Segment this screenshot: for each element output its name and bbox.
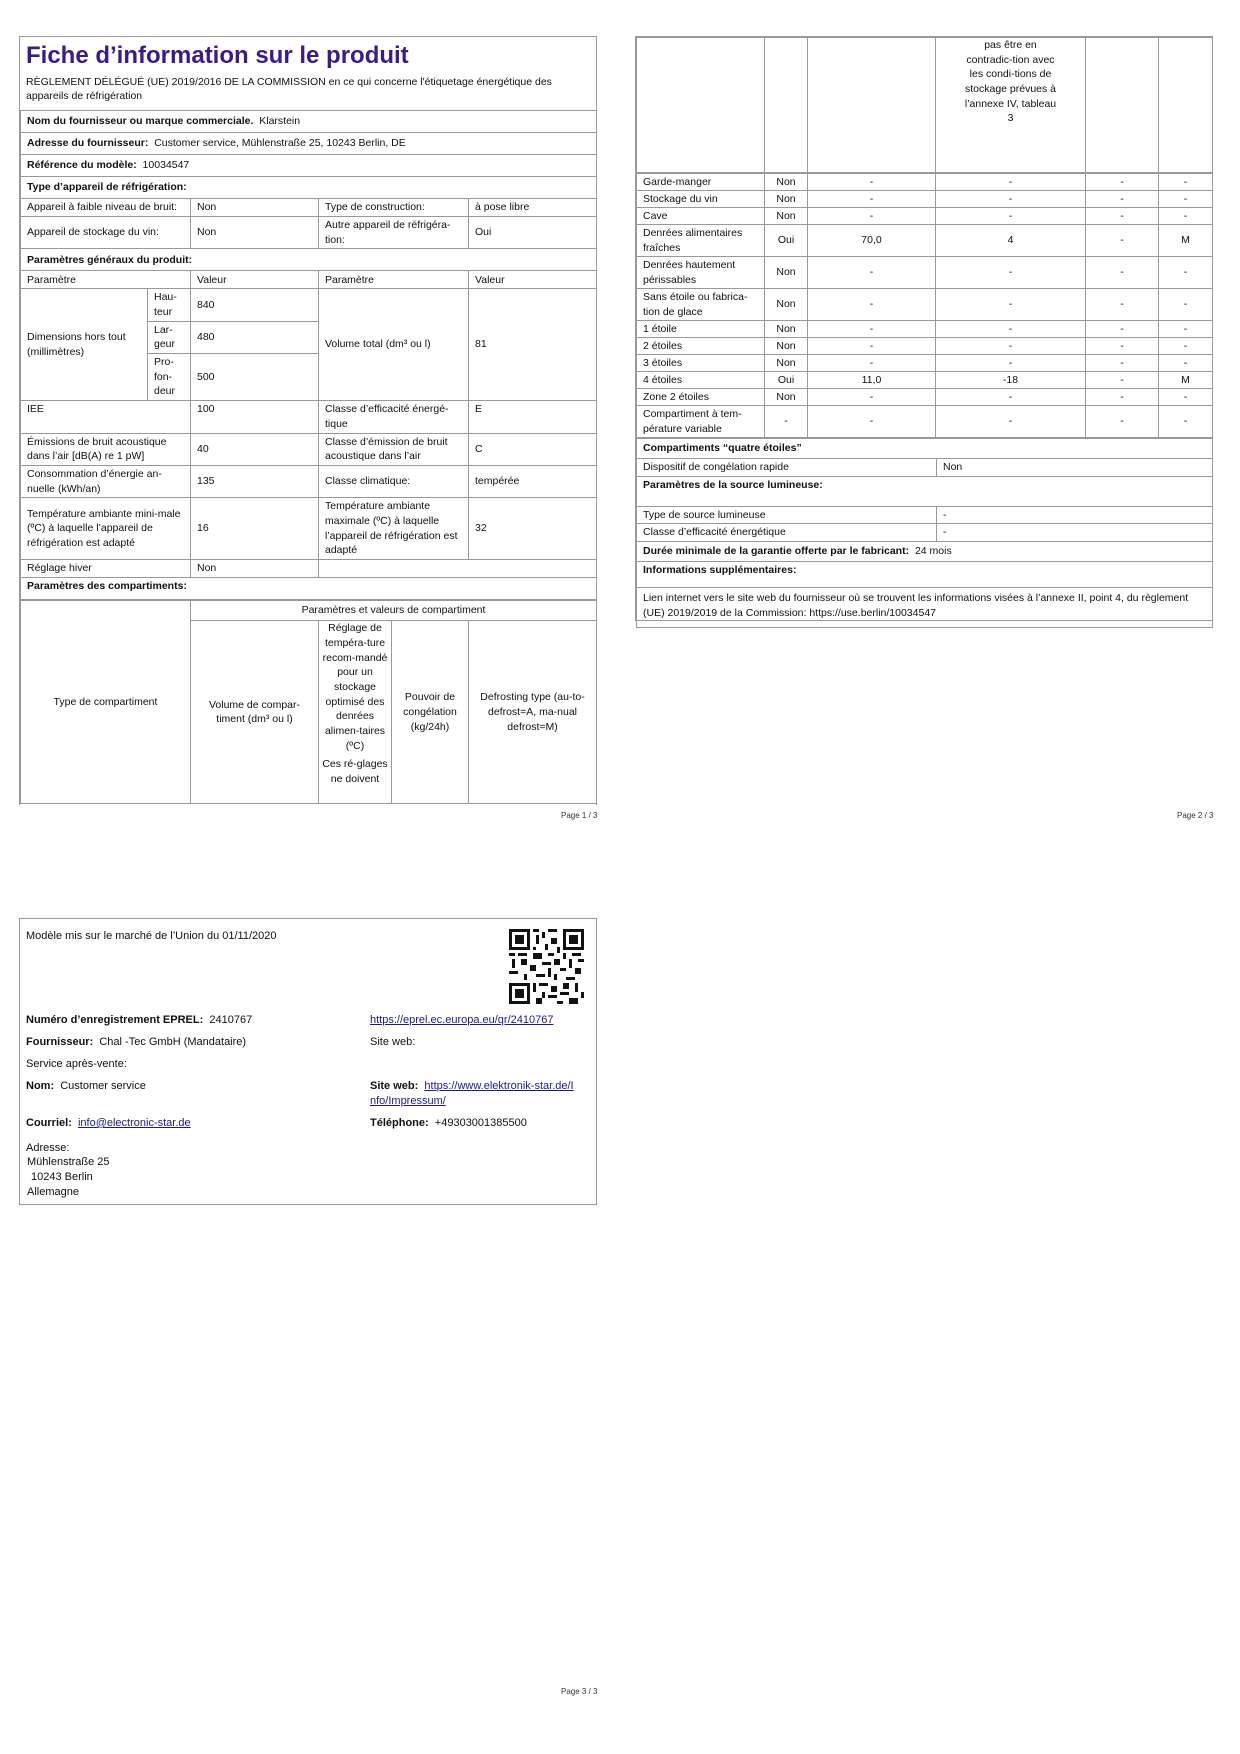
compartment-freeze: - <box>1086 191 1159 208</box>
light-type-label: Type de source lumineuse <box>637 506 937 524</box>
page-number-1: Page 1 / 3 <box>561 811 598 820</box>
compartment-temp: - <box>936 321 1086 338</box>
consumption-label: Consommation d’énergie an-nuelle (kWh/an) <box>21 465 191 497</box>
eprel-link[interactable]: https://eprel.ec.europa.eu/qr/2410767 <box>370 1014 554 1026</box>
website-label: Site web: <box>370 1036 416 1048</box>
compartment-freeze: - <box>1086 355 1159 372</box>
compartment-freeze: - <box>1086 174 1159 191</box>
compartment-row <box>637 355 1213 372</box>
compartment-freeze: - <box>1086 225 1159 257</box>
compartment-defrost: - <box>1159 191 1213 208</box>
regulation-text: RÈGLEMENT DÉLÉGUÉ (UE) 2019/2016 DE LA COMMISSION en ce qui concerne l'étiquetage énergétique des appareils de réfrigération <box>26 75 552 103</box>
compartment-volume: - <box>808 355 936 372</box>
noise-label: Émissions de bruit acoustique dans l’air [dB(A) re 1 pW] <box>21 433 191 465</box>
compartment-name: Denrées hautement périssables <box>637 257 765 289</box>
compartment-defrost: - <box>1159 174 1213 191</box>
compartment-defrost: M <box>1159 372 1213 389</box>
compartment-name: Zone 2 étoiles <box>637 389 765 406</box>
page-1-sheet <box>19 36 597 805</box>
compartment-name: Denrées alimentaires fraîches <box>637 225 765 257</box>
compartment-temp: - <box>936 208 1086 225</box>
comp-type-header: Type de compartiment <box>21 601 191 804</box>
compartment-volume: - <box>808 257 936 289</box>
energy-class-value: E <box>469 401 597 433</box>
compartment-freeze: - <box>1086 257 1159 289</box>
name-row: Nom: Customer service <box>26 1080 146 1092</box>
compartment-present: Non <box>765 321 808 338</box>
compartment-present: - <box>765 406 808 438</box>
eprel-row: Numéro d’enregistrement EPREL: 2410767 <box>26 1014 253 1026</box>
website2-link-cont[interactable]: nfo/Impressum/ <box>370 1095 446 1108</box>
compartment-volume: - <box>808 338 936 355</box>
address-line-1: Mühlenstraße 25 <box>27 1156 110 1168</box>
compartment-row <box>637 289 1213 321</box>
compartment-freeze: - <box>1086 372 1159 389</box>
depth-label: Pro-fon-deur <box>148 354 191 401</box>
compartment-rows-table <box>636 173 1213 438</box>
page-title: Fiche d’information sur le produit <box>26 42 409 69</box>
light-class-value: - <box>937 524 1213 542</box>
comp-volume-header: Volume de compar-timent (dm³ ou l) <box>191 621 319 804</box>
address-row: Adresse du fournisseur: Customer service, Mühlenstraße 25, 10243 Berlin, DE <box>21 132 597 154</box>
comp-freeze-header: Pouvoir de congélation (kg/24h) <box>392 621 469 804</box>
other-appliance-value: Oui <box>469 216 597 248</box>
compartment-defrost: - <box>1159 338 1213 355</box>
construction-value: à pose libre <box>469 198 597 216</box>
wine-label: Appareil de stockage du vin: <box>21 216 191 248</box>
dimensions-label: Dimensions hors tout (millimètres) <box>21 289 148 401</box>
four-star-heading: Compartiments “quatre étoiles” <box>637 439 1213 459</box>
comp-temp-header <box>319 621 392 804</box>
compartment-table <box>636 37 1213 173</box>
compartment-defrost: - <box>1159 208 1213 225</box>
fast-freeze-value: Non <box>937 459 1213 477</box>
compartment-row <box>637 257 1213 289</box>
depth-value: 500 <box>191 354 319 401</box>
compartment-name: 1 étoile <box>637 321 765 338</box>
continued-note: pas être en contradic-tion avec les condi-tions de stockage prévues à l’annexe IV, tableau 3 <box>936 38 1086 173</box>
compartment-temp: - <box>936 355 1086 372</box>
comp-temp-note: Ces ré-glages ne doivent <box>322 758 388 786</box>
email-link[interactable]: info@electronic-star.de <box>77 1117 191 1129</box>
compartment-row <box>637 406 1213 438</box>
compartment-volume: - <box>808 208 936 225</box>
iee-value: 100 <box>191 401 319 433</box>
compartment-temp: - <box>936 257 1086 289</box>
compartment-present: Non <box>765 191 808 208</box>
page-number-3: Page 3 / 3 <box>561 1687 598 1696</box>
website2-row: Site web: https://www.elektronik-star.de/I nfo/Impressum/ <box>370 1080 574 1108</box>
max-temp-label: Température ambiante maximale (ºC) à laquelle l’appareil de réfrigération est adapté <box>319 498 469 560</box>
compartment-present: Non <box>765 208 808 225</box>
compartment-volume: - <box>808 389 936 406</box>
compartment-present: Non <box>765 289 808 321</box>
volume-label: Volume total (dm³ ou l) <box>319 289 469 401</box>
compartment-volume: 11,0 <box>808 372 936 389</box>
product-info-table <box>20 110 597 600</box>
page-2-sheet <box>635 36 1213 621</box>
compartment-freeze: - <box>1086 406 1159 438</box>
address-label: Adresse: <box>26 1142 70 1154</box>
compartment-row <box>637 321 1213 338</box>
extra-text: Lien internet vers le site web du fournisseur où se trouvent les informations visées à l’annexe II, point 4, du règlement (UE) 2019/2019 de la Commission: https://use.berlin/10034547 <box>637 588 1213 628</box>
compartment-temp: - <box>936 191 1086 208</box>
compartment-name: 3 étoiles <box>637 355 765 372</box>
compartment-temp: - <box>936 289 1086 321</box>
compartment-temp: - <box>936 338 1086 355</box>
compartment-temp: - <box>936 389 1086 406</box>
compartment-name: Garde-manger <box>637 174 765 191</box>
compartment-row <box>637 208 1213 225</box>
compartment-defrost: - <box>1159 389 1213 406</box>
compartment-volume: - <box>808 191 936 208</box>
phone-row: Téléphone: +49303001385500 <box>370 1117 527 1129</box>
compartment-freeze: - <box>1086 208 1159 225</box>
compartment-present: Non <box>765 174 808 191</box>
compartment-defrost: - <box>1159 406 1213 438</box>
page-number-2: Page 2 / 3 <box>1177 811 1214 820</box>
website2-link[interactable]: https://www.elektronik-star.de/I <box>424 1080 574 1092</box>
compartment-volume: 70,0 <box>808 225 936 257</box>
compartment-row <box>637 389 1213 406</box>
aftersales-label: Service après-vente: <box>26 1058 127 1070</box>
compartment-row <box>637 191 1213 208</box>
compartment-temp: - <box>936 406 1086 438</box>
comp-values-heading: Paramètres et valeurs de compartiment <box>191 601 597 621</box>
compartment-present: Non <box>765 389 808 406</box>
compartment-name: Sans étoile ou fabrica-tion de glace <box>637 289 765 321</box>
compartment-present: Oui <box>765 372 808 389</box>
low-noise-label: Appareil à faible niveau de bruit: <box>21 198 191 216</box>
winter-value: Non <box>191 560 319 578</box>
min-temp-value: 16 <box>191 498 319 560</box>
compartment-freeze: - <box>1086 389 1159 406</box>
consumption-value: 135 <box>191 465 319 497</box>
height-value: 840 <box>191 289 319 321</box>
compartment-name: 2 étoiles <box>637 338 765 355</box>
energy-class-label: Classe d’efficacité énergé-tique <box>319 401 469 433</box>
address-line-2: 10243 Berlin <box>31 1171 93 1183</box>
compartment-name: Stockage du vin <box>637 191 765 208</box>
max-temp-value: 32 <box>469 498 597 560</box>
col-param: Paramètre <box>21 271 191 289</box>
col-value-2: Valeur <box>469 271 597 289</box>
climate-value: tempérée <box>469 465 597 497</box>
comp-defrost-header: Defrosting type (au-to-defrost=A, ma-nual defrost=M) <box>469 621 597 804</box>
light-class-label: Classe d’efficacité énergétique <box>637 524 937 542</box>
compartment-freeze: - <box>1086 338 1159 355</box>
extra-heading: Informations supplémentaires: <box>637 562 1213 588</box>
volume-value: 81 <box>469 289 597 401</box>
compartment-name: Cave <box>637 208 765 225</box>
compartment-row <box>637 225 1213 257</box>
compartment-defrost: - <box>1159 289 1213 321</box>
comp-temp-text: Réglage de tempéra-ture recom-mandé pour un stockage optimisé des denrées alimen-taires (ºC) <box>322 622 388 752</box>
col-value: Valeur <box>191 271 319 289</box>
compartment-volume: - <box>808 321 936 338</box>
compartment-temp: - <box>936 174 1086 191</box>
compartment-defrost: M <box>1159 225 1213 257</box>
page-3-sheet <box>19 918 597 1205</box>
compartment-name: Compartiment à tem-pérature variable <box>637 406 765 438</box>
height-label: Hau-teur <box>148 289 191 321</box>
compartment-defrost: - <box>1159 257 1213 289</box>
compartment-row <box>637 338 1213 355</box>
climate-label: Classe climatique: <box>319 465 469 497</box>
compartments-heading: Paramètres des compartiments: <box>21 578 597 600</box>
model-row: Référence du modèle: 10034547 <box>21 154 597 176</box>
compartment-present: Oui <box>765 225 808 257</box>
other-appliance-label: Autre appareil de réfrigéra-tion: <box>319 216 469 248</box>
noise-class-label: Classe d’émission de bruit acoustique dans l’air <box>319 433 469 465</box>
email-row: Courriel: info@electronic-star.de <box>26 1117 191 1129</box>
width-label: Lar-geur <box>148 321 191 353</box>
compartment-volume: - <box>808 406 936 438</box>
noise-class-value: C <box>469 433 597 465</box>
extra-info-table <box>636 438 1213 628</box>
width-value: 480 <box>191 321 319 353</box>
low-noise-value: Non <box>191 198 319 216</box>
col-param-2: Paramètre <box>319 271 469 289</box>
supplier-row: Nom du fournisseur ou marque commerciale. Klarstein <box>21 110 597 132</box>
compartment-temp: -18 <box>936 372 1086 389</box>
light-heading: Paramètres de la source lumineuse: <box>637 476 1213 506</box>
qr-code-icon <box>509 929 584 1004</box>
compartment-volume: - <box>808 289 936 321</box>
winter-label: Réglage hiver <box>21 560 191 578</box>
fast-freeze-label: Dispositif de congélation rapide <box>637 459 937 477</box>
compartment-present: Non <box>765 257 808 289</box>
type-heading: Type d’appareil de réfrigération: <box>21 176 597 198</box>
compartment-header-table <box>20 600 597 804</box>
compartment-volume: - <box>808 174 936 191</box>
market-date: Modèle mis sur le marché de l’Union du 01/11/2020 <box>26 930 277 942</box>
compartment-freeze: - <box>1086 289 1159 321</box>
compartment-present: Non <box>765 355 808 372</box>
light-type-value: - <box>937 506 1213 524</box>
address-line-3: Allemagne <box>27 1186 79 1198</box>
warranty-row: Durée minimale de la garantie offerte par le fabricant: 24 mois <box>637 542 1213 562</box>
min-temp-label: Température ambiante mini-male (ºC) à laquelle l’appareil de réfrigération est adapté <box>21 498 191 560</box>
compartment-name: 4 étoiles <box>637 372 765 389</box>
compartment-defrost: - <box>1159 355 1213 372</box>
compartment-temp: 4 <box>936 225 1086 257</box>
general-heading: Paramètres généraux du produit: <box>21 249 597 271</box>
compartment-present: Non <box>765 338 808 355</box>
wine-value: Non <box>191 216 319 248</box>
compartment-defrost: - <box>1159 321 1213 338</box>
compartment-row <box>637 174 1213 191</box>
compartment-freeze: - <box>1086 321 1159 338</box>
iee-label: IEE <box>21 401 191 433</box>
compartment-row <box>637 372 1213 389</box>
construction-label: Type de construction: <box>319 198 469 216</box>
noise-value: 40 <box>191 433 319 465</box>
supplier-row: Fournisseur: Chal -Tec GmbH (Mandataire) <box>26 1036 247 1048</box>
